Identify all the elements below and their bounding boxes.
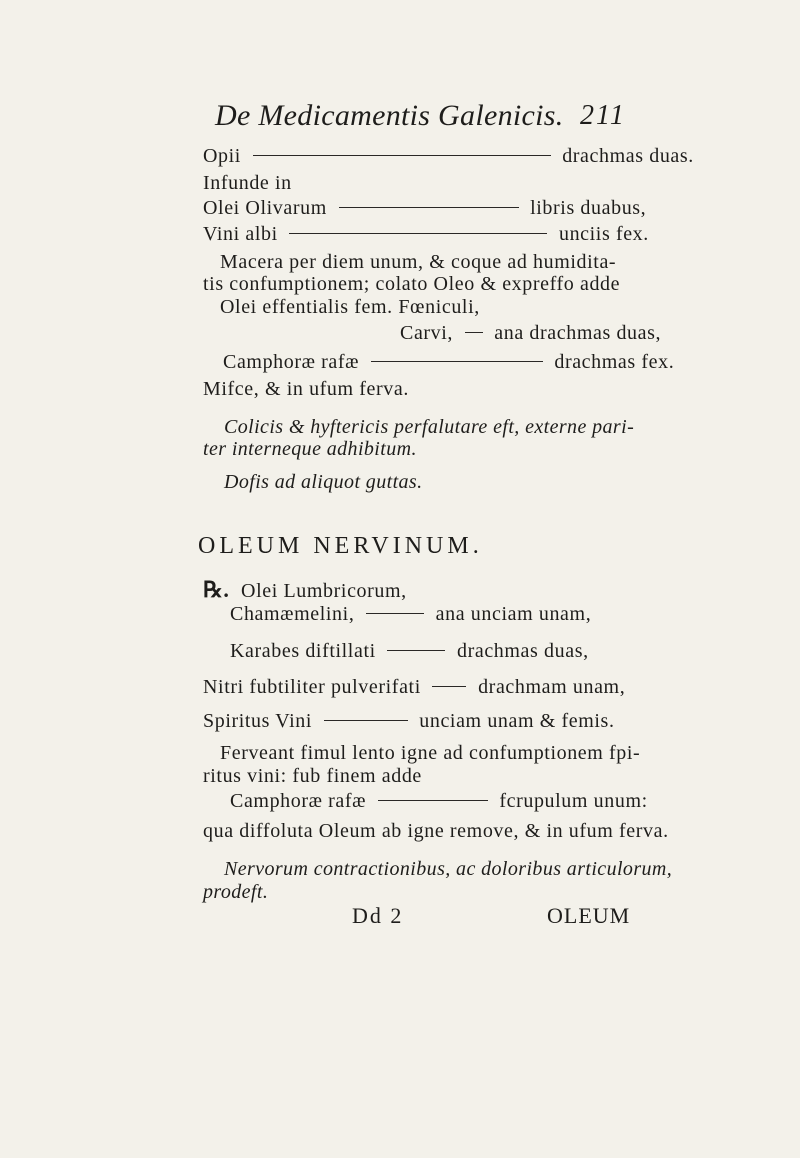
usage-line: ter interneque adhibitum. — [203, 438, 417, 460]
ingredient-line: Vini albi unciis fex. — [203, 223, 649, 245]
ingredient-line: Camphoræ rafæ drachmas fex. — [223, 351, 675, 373]
dosage-line: Dofis ad aliquot guttas. — [224, 471, 423, 493]
ingredient-line: Carvi, ana drachmas duas, — [400, 322, 662, 344]
ingredient-line: Opii drachmas duas. — [203, 145, 694, 167]
text-line: Ferveant fimul lento igne ad confumptionem fpi- — [220, 742, 641, 764]
leader-rule — [289, 233, 547, 234]
leader-rule — [366, 613, 424, 614]
text-line: tis confumptionem; colato Oleo & expreffo adde — [203, 273, 621, 295]
leader-rule — [371, 361, 543, 362]
ingredient-line: ℞. Olei Lumbricorum, — [203, 577, 407, 602]
usage-line: Colicis & hyftericis perfalutare eft, externe pari- — [224, 416, 635, 438]
recipe-symbol: ℞. — [203, 577, 230, 602]
ingredient-line: Nitri fubtiliter pulverifati drachmam unam, — [203, 676, 626, 698]
leader-rule — [378, 800, 488, 801]
usage-line: Nervorum contractionibus, ac doloribus articulorum, — [224, 858, 673, 880]
text-line: Macera per diem unum, & coque ad humidita- — [220, 251, 617, 273]
leader-rule — [387, 650, 445, 651]
leader-rule — [324, 720, 408, 721]
leader-rule — [465, 332, 483, 333]
ingredient-line: Spiritus Vini unciam unam & femis. — [203, 710, 615, 732]
leader-rule — [339, 207, 519, 208]
ingredient-line: Karabes diftillati drachmas duas, — [230, 640, 589, 662]
section-heading: OLEUM NERVINUM. — [198, 533, 483, 559]
leader-rule — [432, 686, 466, 687]
ingredient-line: Camphoræ rafæ fcrupulum unum: — [230, 790, 648, 812]
ingredient-line: Chamæmelini, ana unciam unam, — [230, 603, 592, 625]
text-line: Infunde in — [203, 172, 292, 194]
leader-rule — [253, 155, 551, 156]
usage-line: prodeft. — [203, 881, 269, 903]
running-title: De Medicamentis Galenicis. — [215, 99, 564, 132]
text-line: Olei effentialis fem. Fœniculi, — [220, 296, 480, 318]
ingredient-line: Olei Olivarum libris duabus, — [203, 197, 647, 219]
text-line: Mifce, & in ufum ferva. — [203, 378, 409, 400]
page-number: 211 — [580, 100, 626, 131]
text-line: ritus vini: fub finem adde — [203, 765, 422, 787]
text-line: qua diffoluta Oleum ab igne remove, & in ufum ferva. — [203, 820, 669, 842]
catchword: OLEUM — [547, 903, 631, 928]
signature-mark: Dd 2 — [352, 903, 404, 928]
